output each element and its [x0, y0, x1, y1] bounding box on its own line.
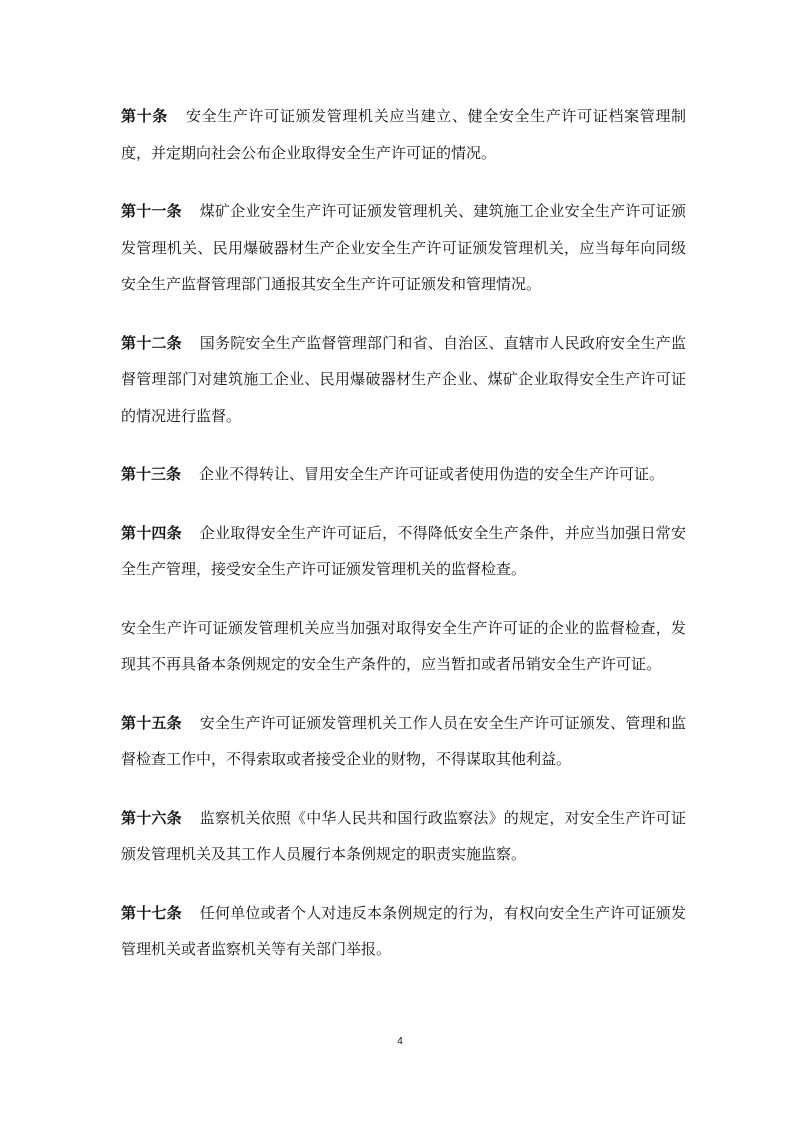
article-text: 任何单位或者个人对违反本条例规定的行为，有权向安全生产许可证颁发管理机关或者监察机关等有关部门举报。 — [121, 903, 686, 958]
page-number: 4 — [397, 1036, 403, 1047]
article-14 — [121, 515, 686, 588]
article-text: 国务院安全生产监督管理部门和省、自治区、直辖市人民政府安全生产监督管理部门对建筑施工企业、民用爆破器材生产企业、煤矿企业取得安全生产许可证的情况进行监督。 — [121, 333, 686, 425]
article-13 — [121, 456, 686, 493]
article-12 — [121, 325, 686, 435]
article-15 — [121, 705, 686, 778]
article-number: 第十七条 — [121, 903, 182, 922]
article-17 — [121, 895, 686, 968]
article-number: 第十一条 — [121, 202, 182, 220]
article-number: 第十四条 — [121, 523, 182, 542]
article-16 — [121, 800, 686, 873]
article-number: 第十二条 — [121, 333, 182, 352]
document-body — [121, 98, 686, 990]
article-10 — [121, 98, 686, 171]
article-number: 第十五条 — [121, 713, 182, 732]
article-number: 第十六条 — [121, 808, 182, 827]
article-text: 煤矿企业安全生产许可证颁发管理机关、建筑施工企业安全生产许可证颁发管理机关、民用爆破器材生产企业安全生产许可证颁发管理机关，应当每年向同级安全生产监督管理部门通报其安全生产许可证颁发和管理情况。 — [121, 202, 686, 293]
article-number: 第十条 — [121, 107, 168, 125]
article-text: 监察机关依照《中华人民共和国行政监察法》的规定，对安全生产许可证颁发管理机关及其工作人员履行本条例规定的职责实施监察。 — [121, 808, 686, 863]
article-text: 企业取得安全生产许可证后，不得降低安全生产条件，并应当加强日常安全生产管理，接受安全生产许可证颁发管理机关的监督检查。 — [121, 523, 686, 578]
article-text: 安全生产许可证颁发管理机关应当建立、健全安全生产许可证档案管理制度，并定期向社会公布企业取得安全生产许可证的情况。 — [121, 107, 686, 162]
article-number: 第十三条 — [121, 465, 182, 483]
article-text: 企业不得转让、冒用安全生产许可证或者使用伪造的安全生产许可证。 — [199, 465, 665, 483]
article-text: 安全生产许可证颁发管理机关工作人员在安全生产许可证颁发、管理和监督检查工作中，不得索取或者接受企业的财物，不得谋取其他利益。 — [121, 713, 686, 768]
article-text: 安全生产许可证颁发管理机关应当加强对取得安全生产许可证的企业的监督检查，发现其不再具备本条例规定的安全生产条件的，应当暂扣或者吊销安全生产许可证。 — [121, 618, 686, 673]
article-14-paragraph-2 — [121, 610, 686, 683]
article-11 — [121, 193, 686, 303]
